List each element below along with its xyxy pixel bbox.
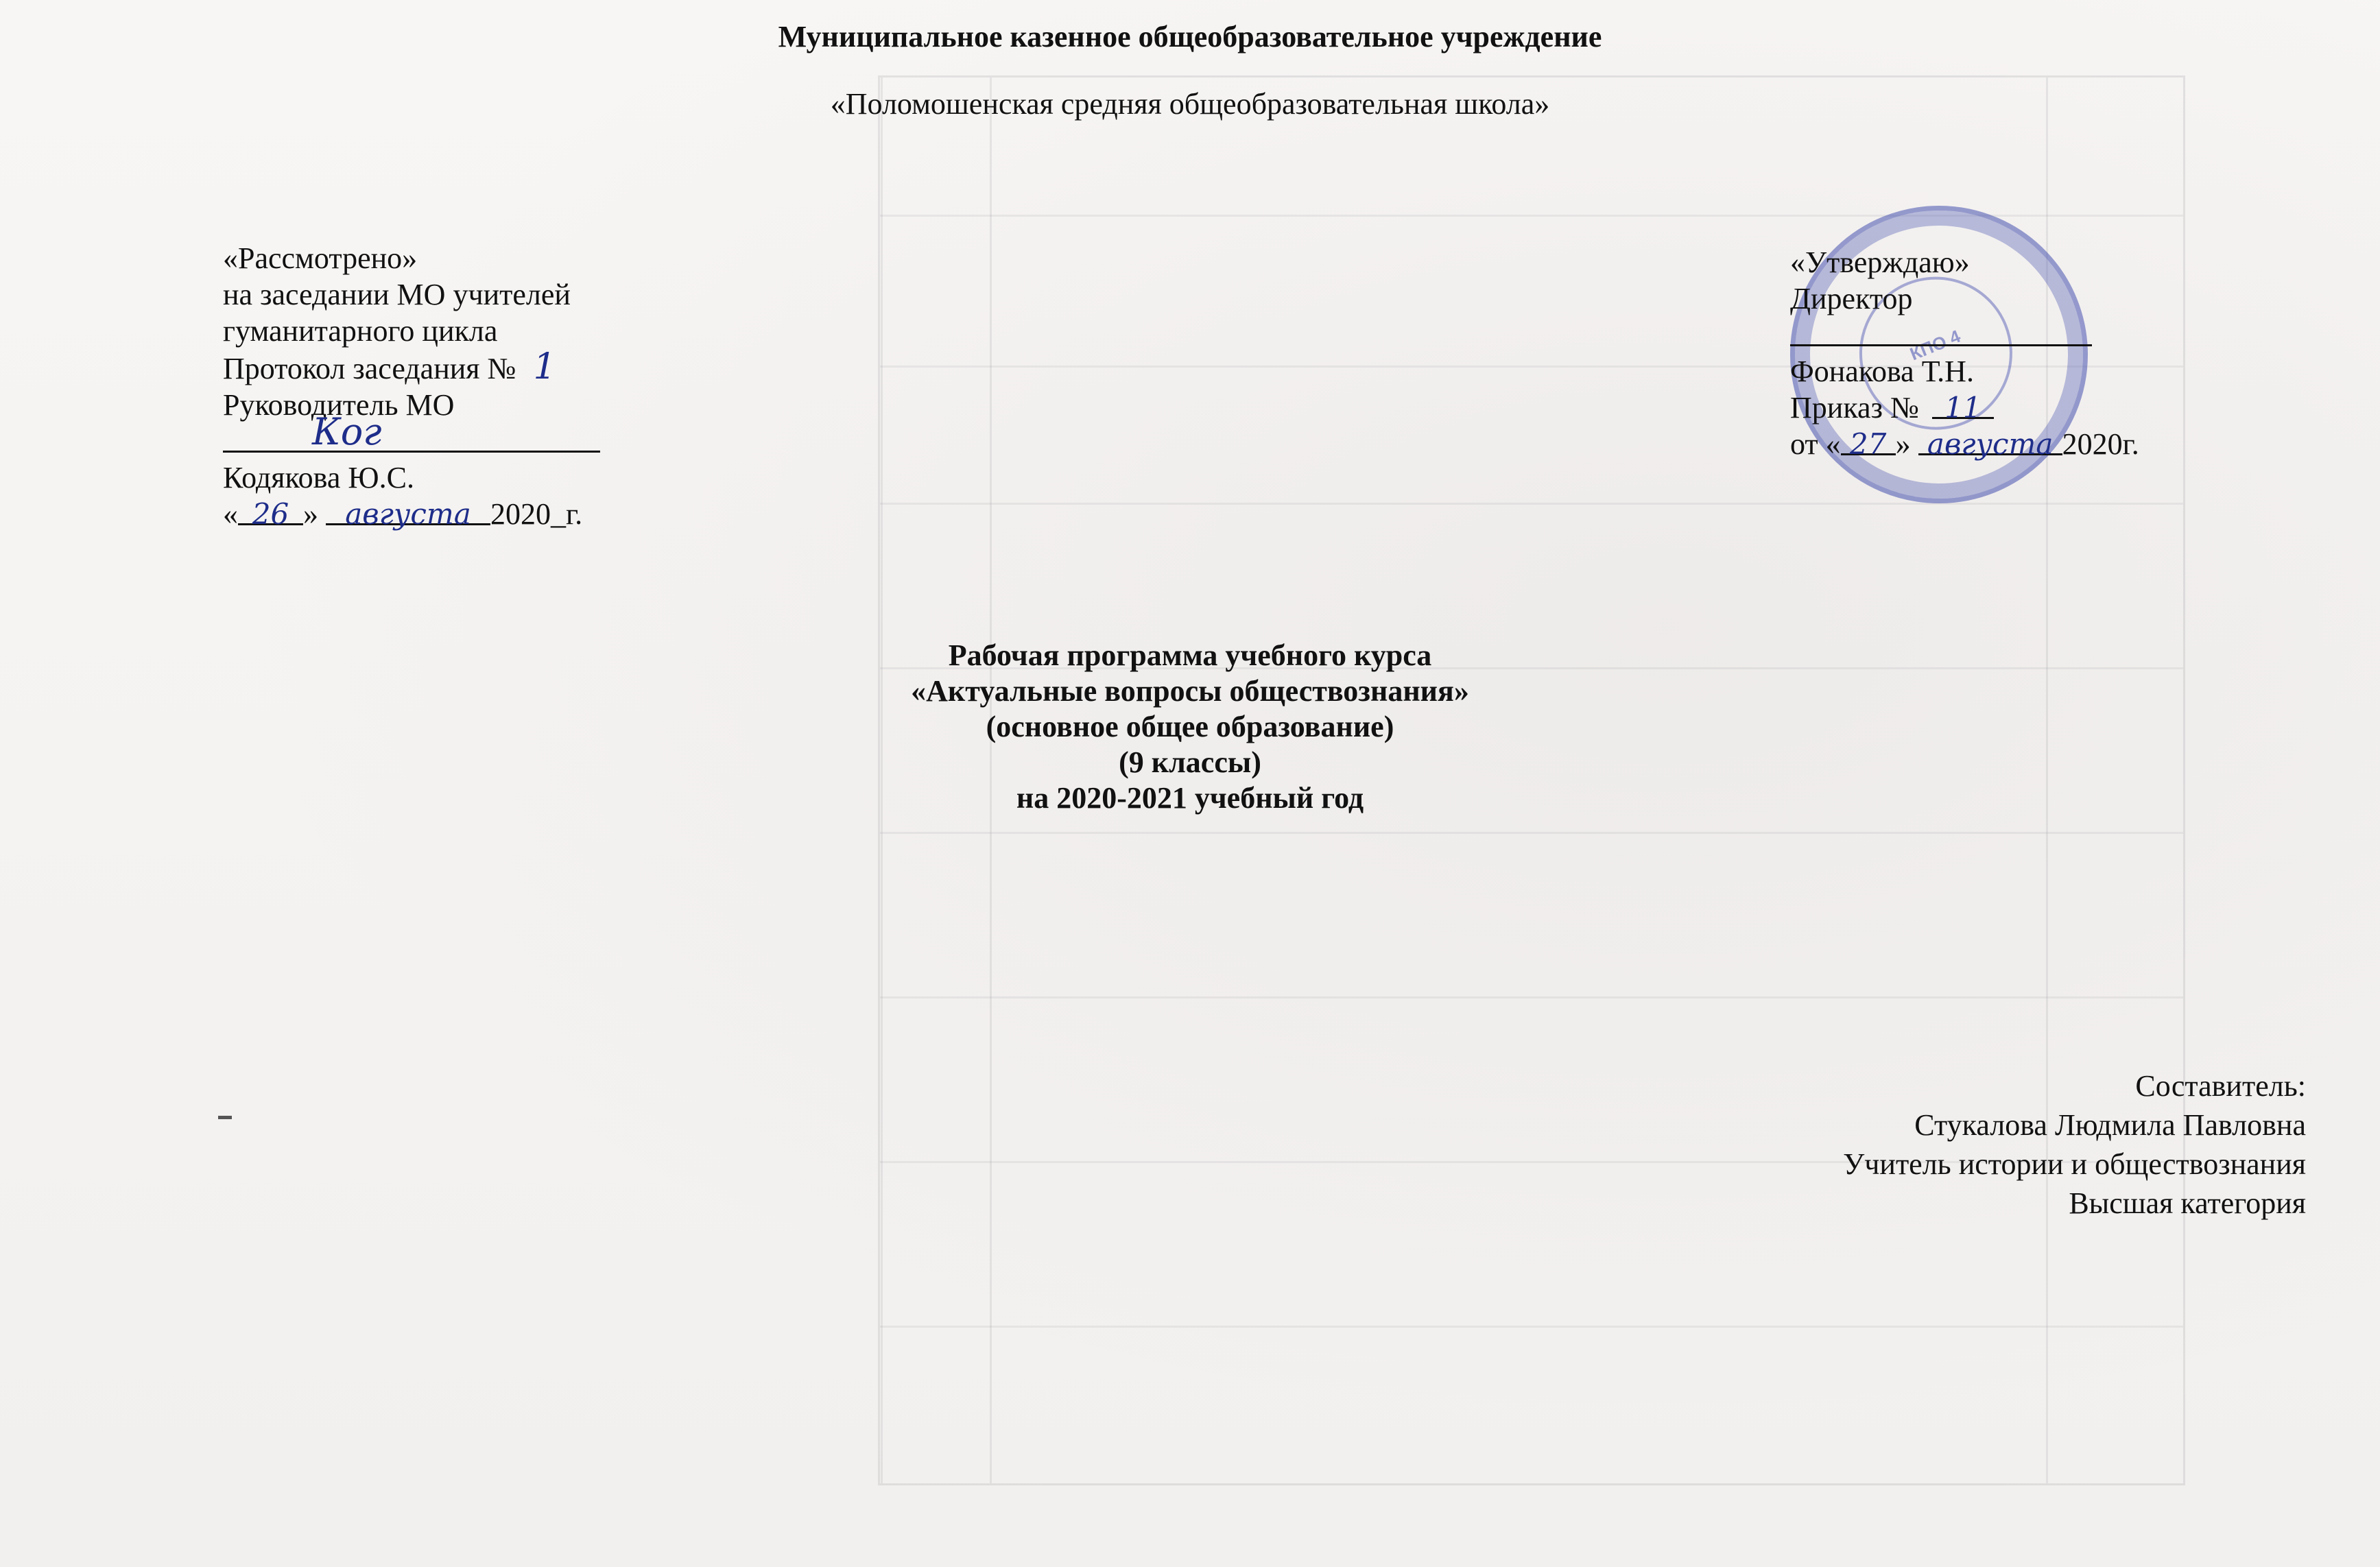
- reviewed-meeting: на заседании МО учителей: [223, 278, 571, 311]
- program-title-block: [0, 638, 2380, 816]
- reviewed-month-handwritten: августа: [326, 496, 490, 525]
- order-label: Приказ №: [1790, 391, 1919, 424]
- approved-year: 2020г.: [2062, 427, 2139, 461]
- approved-month-handwritten: августа: [1918, 426, 2062, 455]
- mo-head-name: Кодякова Ю.С.: [223, 461, 414, 494]
- reviewed-date: [223, 496, 648, 532]
- approved-date: [1790, 426, 2215, 462]
- approved-date-quote-close: »: [1895, 427, 1911, 461]
- author-name: Стукалова Людмила Павловна: [1914, 1108, 2306, 1142]
- approved-date-prefix: от «: [1790, 427, 1841, 461]
- author-block: [1843, 1066, 2306, 1223]
- program-title: Рабочая программа учебного курса: [948, 638, 1432, 672]
- order-number-handwritten: 11: [1932, 390, 1994, 419]
- education-level: (основное общее образование): [986, 710, 1394, 743]
- school-name: «Поломошенская средняя общеобразовательная школа»: [830, 87, 1550, 121]
- mo-head-signature: Ког: [312, 410, 382, 453]
- protocol-number-handwritten: 1: [533, 346, 556, 387]
- protocol-label: Протокол заседания №: [223, 352, 516, 385]
- date-quote-open: «: [223, 497, 238, 531]
- reviewed-block: [223, 240, 648, 532]
- director-signature-underline: [1790, 317, 2092, 346]
- reviewed-cycle: гуманитарного цикла: [223, 314, 498, 348]
- stamp-text: КПО 4: [1907, 325, 1964, 365]
- grade-level: (9 классы): [1119, 745, 1261, 779]
- director-signature-line: [1790, 317, 2215, 353]
- date-quote-close: »: [303, 497, 318, 531]
- approved-day-handwritten: 27: [1841, 426, 1896, 455]
- author-category: Высшая категория: [2069, 1186, 2306, 1220]
- institution-name: Муниципальное казенное общеобразовательное учреждение: [778, 20, 1602, 53]
- reviewed-heading: «Рассмотрено»: [223, 241, 418, 275]
- director-name: Фонакова Т.Н.: [1790, 355, 1974, 388]
- signature-line: [223, 410, 648, 459]
- approved-block: [1790, 244, 2215, 462]
- director-label: Директор: [1790, 282, 1913, 315]
- stray-mark: [218, 1116, 232, 1119]
- order-line: [1790, 390, 2215, 426]
- signature-underline: [223, 423, 600, 453]
- approved-heading: «Утверждаю»: [1790, 246, 1970, 279]
- author-position: Учитель истории и обществознания: [1843, 1147, 2306, 1181]
- protocol-line: [223, 346, 648, 387]
- author-label: Составитель:: [2135, 1069, 2306, 1103]
- reviewed-year: 2020_г.: [490, 497, 583, 531]
- reviewed-day-handwritten: 26: [238, 496, 303, 525]
- mo-head-label: Руководитель МО: [223, 388, 455, 422]
- academic-year: на 2020-2021 учебный год: [1016, 781, 1364, 815]
- course-name: «Актуальные вопросы обществознания»: [911, 674, 1469, 708]
